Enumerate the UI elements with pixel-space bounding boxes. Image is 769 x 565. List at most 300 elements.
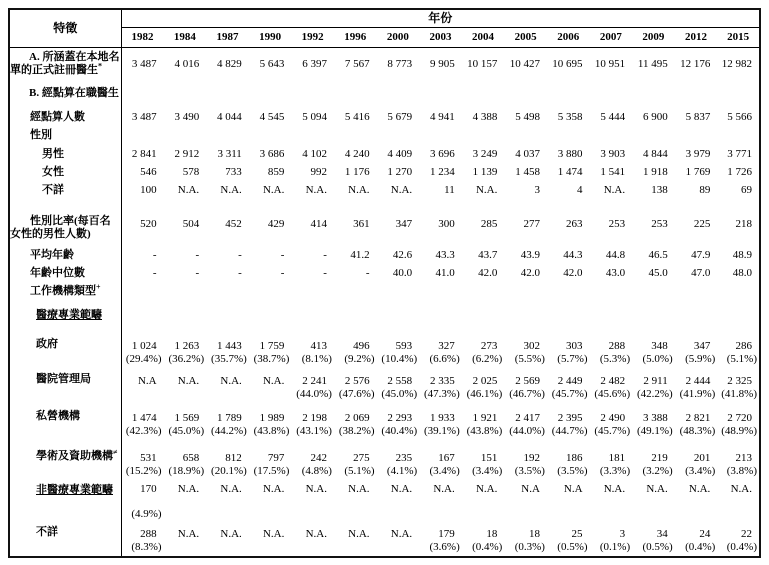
cell-percent [291,508,334,521]
cell-value: - [280,248,285,261]
cell-sex-ratio-2006 [547,199,590,246]
cell-value: 170 [140,482,157,495]
cell-value: 797 [267,451,285,464]
cell-sex-2009 [632,126,675,144]
cell-percent: (48.9%) [721,424,757,437]
cell-value: 361 [353,217,370,230]
cell-government-2006 [547,324,590,368]
cell-medical-sector-1992 [291,300,334,324]
cell-medical-sector-1996 [334,300,377,324]
doctors-statistics-table [8,8,761,558]
cell-value: 992 [310,165,327,178]
cell-value: 2 449 [557,374,583,387]
cell-percent: (8.3%) [131,540,162,553]
cell-value: 10 157 [467,58,498,71]
cell-value: 41.0 [435,266,455,279]
cell-male-2015 [717,144,760,163]
year-header-2003: 2003 [419,28,462,48]
cell-registered-doctors-2009 [632,48,675,82]
cell-percent [122,388,164,401]
cell-academic-subvented-institutions-2003 [419,440,462,480]
cell-percent [334,508,377,521]
cell-percent: (40.4%) [381,424,418,437]
cell-sex-ratio-1984 [164,199,207,246]
year-header-1996: 1996 [334,28,377,48]
table-row-sex-unknown [9,181,760,199]
cell-percent [334,541,377,554]
cell-percent [377,508,420,521]
cell-value: 235 [395,451,413,464]
cell-male-1990 [249,144,292,163]
cell-percent [419,508,462,521]
cell-private-institutions-2004 [462,403,505,440]
cell-hospital-authority-2007 [590,368,633,403]
row-label-medical-sector [9,300,121,324]
cell-value: N.A. [305,482,327,495]
cell-value: 138 [651,183,668,196]
cell-private-institutions-2000 [377,403,420,440]
cell-mean-age-1984 [164,246,207,264]
cell-percent: (3.3%) [599,464,631,477]
cell-value: N.A. [220,183,242,196]
cell-percent [164,388,207,401]
cell-mean-age-2000 [377,246,420,264]
cell-work-organisation-type-1987 [206,282,249,300]
cell-percent: (18.9%) [168,464,205,477]
cell-sex-unknown-1982 [121,181,164,199]
cell-median-age-1992 [291,264,334,282]
table-row-work-unknown [9,523,760,557]
cell-value: 1 176 [344,165,370,178]
cell-non-medical-sector-1987 [206,480,249,523]
cell-percent: (39.1%) [424,424,460,437]
cell-sex-2006 [547,126,590,144]
cell-medical-sector-2004 [462,300,505,324]
cell-percent: (47.6%) [338,387,375,400]
cell-mean-age-2015 [717,246,760,264]
cell-value: 2 444 [685,374,711,387]
cell-percent [206,388,249,401]
cell-median-age-2006 [547,264,590,282]
cell-hospital-authority-2012 [675,368,718,403]
cell-value: 48.9 [732,248,752,261]
cell-medical-sector-2006 [547,300,590,324]
cell-value: 253 [651,217,668,230]
cell-mean-age-2009 [632,246,675,264]
row-label-enumerated-count [9,102,121,126]
cell-female-2009 [632,163,675,181]
cell-value: 181 [608,451,626,464]
row-label-text: 不詳 [36,525,58,538]
cell-value: 43.7 [478,248,498,261]
cell-value: 225 [693,217,711,230]
cell-sex-unknown-2009 [632,181,675,199]
cell-value: 2 293 [387,411,413,424]
cell-sex-ratio-2004 [462,199,505,246]
cell-percent: (4.8%) [301,464,332,477]
cell-value: N.A. [475,183,498,196]
cell-value: 6 397 [302,58,327,71]
cell-value: 46.5 [648,248,668,261]
cell-hospital-authority-2003 [419,368,462,403]
cell-value: 1 541 [600,165,626,178]
row-label-text: 醫療專業範疇 [36,308,102,321]
cell-value: 11 495 [637,58,668,71]
cell-percent [291,541,334,554]
cell-value: 2 558 [387,374,413,387]
cell-value: 18 [528,527,540,540]
cell-value: N.A. [177,183,200,196]
cell-value: 2 490 [600,411,626,424]
cell-value: 4 037 [515,147,540,160]
cell-value: 22 [741,527,752,540]
cell-academic-subvented-institutions-2006 [547,440,590,480]
cell-enumerated-count-2007 [590,102,633,126]
cell-value: 218 [735,217,752,230]
row-label-text: 年齡中位數 [30,266,85,279]
cell-value: 1 921 [472,411,498,424]
cell-percent: (5.1%) [344,464,375,477]
cell-value: 41.2 [350,248,370,261]
cell-sex-1982 [121,126,164,144]
cell-government-2015 [717,324,760,368]
cell-male-1982 [121,144,164,163]
cell-sex-ratio-2000 [377,199,420,246]
cell-value: 3 [534,183,540,196]
table-row-median-age [9,264,760,282]
cell-value: 3 [619,527,626,540]
cell-value: N.A. [220,482,242,495]
cell-percent: (6.6%) [429,352,460,365]
year-header-2006: 2006 [547,28,590,48]
cell-percent: (5.5%) [514,352,545,365]
cell-enumerated-working-doctors-1990 [249,82,292,102]
cell-sex-1996 [334,126,377,144]
cell-percent: (48.3%) [679,424,716,437]
cell-academic-subvented-institutions-1990 [249,440,292,480]
cell-value: N.A. [730,482,752,495]
row-label-work-unknown [9,523,121,557]
cell-value: 578 [182,165,200,178]
cell-value: 275 [353,451,370,464]
cell-percent [675,508,718,521]
cell-academic-subvented-institutions-2004 [462,440,505,480]
cell-value: 34 [656,527,668,540]
cell-value: 414 [310,217,327,230]
cell-percent: (36.2%) [168,352,205,365]
cell-value: - [152,266,157,279]
cell-median-age-2007 [590,264,633,282]
row-label-enumerated-working-doctors [9,82,121,102]
cell-value: 10 951 [594,58,626,71]
cell-value: 2 241 [302,374,327,387]
cell-academic-subvented-institutions-2005 [504,440,547,480]
table-row-government [9,324,760,368]
cell-value: 186 [566,451,583,464]
cell-percent: (45.7%) [551,387,588,400]
cell-value: 288 [608,339,626,352]
cell-percent: (45.0%) [381,387,418,400]
cell-value: 42.6 [392,248,413,261]
cell-value: 2 335 [430,374,455,387]
cell-value: N.A. [220,374,242,387]
cell-private-institutions-2012 [675,403,718,440]
cell-percent: (35.7%) [211,352,247,365]
cell-male-1996 [334,144,377,163]
cell-enumerated-working-doctors-2012 [675,82,718,102]
cell-percent: (43.8%) [466,424,503,437]
cell-sex-unknown-2004 [462,181,505,199]
cell-value: 4 [577,183,583,196]
cell-value: 327 [438,339,455,352]
cell-value: N.A. [262,527,285,540]
cell-percent: (0.1%) [599,540,631,553]
cell-sex-ratio-1987 [206,199,249,246]
cell-percent: (0.4%) [472,540,503,553]
table-row-sex-ratio [9,199,760,246]
cell-sex-ratio-2003 [419,199,462,246]
cell-value: 10 695 [552,58,583,71]
cell-percent: (47.3%) [424,387,460,400]
cell-percent: (44.2%) [211,424,247,437]
cell-value: 42.0 [478,266,498,279]
cell-mean-age-2004 [462,246,505,264]
cell-sex-ratio-1996 [334,199,377,246]
cell-value: 89 [699,183,711,196]
table-row-academic-subvented-institutions [9,440,760,480]
cell-female-1996 [334,163,377,181]
cell-percent [547,508,590,521]
table-row-work-organisation-type [9,282,760,300]
cell-work-organisation-type-1992 [291,282,334,300]
cell-academic-subvented-institutions-2009 [632,440,675,480]
row-label-government [9,324,121,368]
cell-private-institutions-1987 [206,403,249,440]
cell-work-organisation-type-1982 [121,282,164,300]
cell-enumerated-count-1996 [334,102,377,126]
cell-percent: (9.2%) [344,352,375,365]
cell-value: 7 567 [344,58,370,71]
cell-value: 18 [486,527,498,540]
cell-enumerated-working-doctors-1992 [291,82,334,102]
cell-sex-2004 [462,126,505,144]
cell-value: N.A. [262,482,285,495]
cell-non-medical-sector-2004 [462,480,505,523]
cell-mean-age-2005 [504,246,547,264]
cell-value: 6 900 [642,110,668,123]
cell-value: 2 569 [515,374,540,387]
cell-value: - [365,266,370,279]
cell-enumerated-working-doctors-2004 [462,82,505,102]
cell-value: 2 417 [515,411,540,424]
cell-value: 3 979 [685,147,711,160]
cell-male-2003 [419,144,462,163]
cell-value: 2 821 [685,411,711,424]
cell-medical-sector-2007 [590,300,633,324]
cell-enumerated-count-2015 [717,102,760,126]
cell-hospital-authority-2015 [717,368,760,403]
cell-value: 40.0 [392,266,413,279]
cell-sex-unknown-2006 [547,181,590,199]
cell-percent: (3.4%) [429,464,460,477]
cell-value: 520 [140,217,157,230]
cell-enumerated-working-doctors-1982 [121,82,164,102]
cell-mean-age-1996 [334,246,377,264]
cell-government-2005 [504,324,547,368]
cell-registered-doctors-1984 [164,48,207,82]
cell-male-2012 [675,144,718,163]
cell-sex-unknown-2007 [590,181,633,199]
cell-registered-doctors-2007 [590,48,633,82]
cell-value: 44.8 [605,248,626,261]
cell-value: 2 841 [131,147,157,160]
cell-female-2006 [547,163,590,181]
cell-value: 286 [735,339,752,352]
cell-value: 1 234 [430,165,455,178]
cell-female-2007 [590,163,633,181]
cell-value: 253 [608,217,626,230]
cell-value: 5 094 [302,110,327,123]
cell-percent [164,508,207,521]
cell-value: 43.9 [520,248,540,261]
cell-value: 347 [395,217,413,230]
cell-median-age-2015 [717,264,760,282]
cell-sex-unknown-1990 [249,181,292,199]
cell-value: - [195,248,200,261]
cell-hospital-authority-2000 [377,368,420,403]
cell-value: N.A. [475,482,498,495]
cell-value: 213 [735,451,752,464]
cell-sex-1984 [164,126,207,144]
cell-registered-doctors-1987 [206,48,249,82]
cell-value: N.A. [220,527,242,540]
cell-value: - [195,266,200,279]
row-label-text: 平均年齡 [30,248,74,261]
cell-medical-sector-2012 [675,300,718,324]
row-label-registered-doctors [9,48,121,82]
cell-female-2003 [419,163,462,181]
cell-value: 2 069 [344,411,370,424]
cell-hospital-authority-1984 [164,368,207,403]
table-row-mean-age [9,246,760,264]
cell-median-age-1982 [121,264,164,282]
cell-value: 1 789 [217,411,242,424]
cell-percent: (44.7%) [551,424,588,437]
cell-hospital-authority-1982 [121,368,164,403]
cell-medical-sector-2003 [419,300,462,324]
cell-private-institutions-1984 [164,403,207,440]
cell-median-age-1990 [249,264,292,282]
row-label-text: 工作機構類型+ [30,281,101,297]
cell-sex-2003 [419,126,462,144]
row-label-text: A. 所涵蓋在本地名單的正式註冊醫生* [10,51,120,76]
cell-work-organisation-type-2000 [377,282,420,300]
cell-hospital-authority-2005 [504,368,547,403]
cell-academic-subvented-institutions-2012 [675,440,718,480]
cell-value: - [238,266,242,279]
cell-value: 812 [225,451,242,464]
row-label-text: 私營機構 [36,409,80,422]
cell-percent: (6.2%) [472,352,503,365]
cell-value: 3 487 [131,110,157,123]
cell-sex-2015 [717,126,760,144]
cell-sex-ratio-2015 [717,199,760,246]
cell-academic-subvented-institutions-1996 [334,440,377,480]
cell-value: 5 358 [557,110,583,123]
cell-enumerated-count-2006 [547,102,590,126]
cell-non-medical-sector-1996 [334,480,377,523]
table-row-private-institutions [9,403,760,440]
cell-non-medical-sector-2012 [675,480,718,523]
cell-value: 25 [571,527,583,540]
cell-female-1987 [206,163,249,181]
cell-median-age-1987 [206,264,249,282]
cell-work-unknown-2007 [590,523,633,557]
cell-enumerated-working-doctors-2000 [377,82,420,102]
cell-registered-doctors-2006 [547,48,590,82]
year-header-1982: 1982 [121,28,164,48]
cell-hospital-authority-2009 [632,368,675,403]
cell-value: N.A. [177,374,200,387]
cell-mean-age-2006 [547,246,590,264]
cell-value: - [323,266,327,279]
cell-sex-2005 [504,126,547,144]
cell-work-unknown-1982 [121,523,164,557]
cell-enumerated-count-2005 [504,102,547,126]
cell-value: 285 [480,217,498,230]
cell-value: 45.0 [648,266,668,279]
row-label-non-medical-sector [9,480,121,523]
cell-value: N.A [137,374,157,387]
cell-percent: (17.5%) [253,464,290,477]
cell-percent: (3.5%) [557,464,588,477]
cell-sex-unknown-2003 [419,181,462,199]
cell-mean-age-1987 [206,246,249,264]
cell-enumerated-count-2009 [632,102,675,126]
cell-private-institutions-2015 [717,403,760,440]
cell-value: 3 903 [600,147,626,160]
row-label-text: 性別比率(每百名 女性的男性人數) [10,214,111,240]
cell-non-medical-sector-1982 [121,480,164,523]
cell-median-age-1996 [334,264,377,282]
cell-percent: (42.2%) [636,387,673,400]
cell-sex-ratio-1982 [121,199,164,246]
cell-private-institutions-2005 [504,403,547,440]
cell-hospital-authority-1992 [291,368,334,403]
cell-percent: (3.2%) [642,464,673,477]
cell-value: 504 [182,217,200,230]
cell-government-1987 [206,324,249,368]
cell-private-institutions-1990 [249,403,292,440]
cell-value: 48.0 [732,266,752,279]
cell-median-age-1984 [164,264,207,282]
cell-value: 531 [140,451,157,464]
cell-enumerated-count-1987 [206,102,249,126]
cell-value: N.A. [390,527,413,540]
row-label-male [9,144,121,163]
cell-female-2000 [377,163,420,181]
row-label-text: 政府 [36,337,58,350]
cell-value: N.A. [603,482,626,495]
cell-percent: (0.5%) [557,540,588,553]
cell-male-2005 [504,144,547,163]
cell-sex-unknown-2005 [504,181,547,199]
cell-male-2007 [590,144,633,163]
cell-value: 219 [651,451,668,464]
cell-hospital-authority-1987 [206,368,249,403]
cell-work-unknown-1992 [291,523,334,557]
cell-sex-2007 [590,126,633,144]
